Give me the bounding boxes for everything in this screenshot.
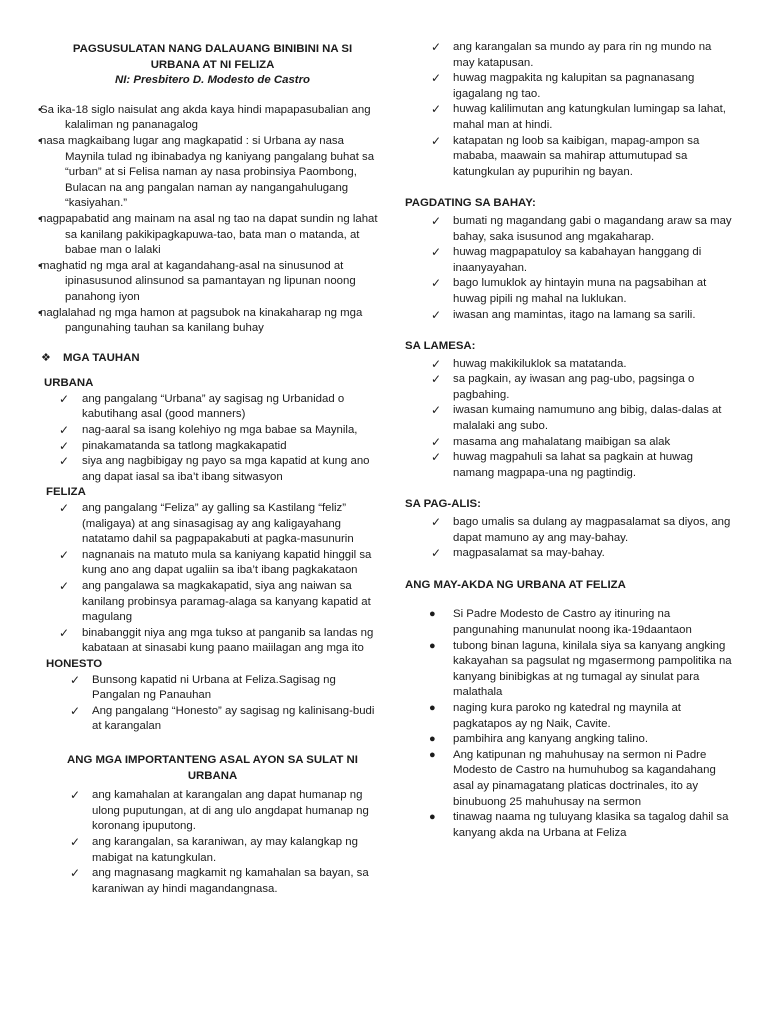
- intro-item-text: naglalahad ng mga hamon at pagsubok na kinakaharap ng mga pangunahing tauhan sa kanilang buhay: [40, 306, 363, 335]
- list-item: [405, 372, 735, 403]
- list-item-text: ang karangalan sa mundo ay para rin ng mundo na may katapusan.: [453, 41, 712, 69]
- list-item-text: huwag magpakita ng kalupitan sa pagnanasang igagalang ng tao.: [453, 72, 695, 100]
- checkmark-icon: ✓: [431, 102, 442, 117]
- list-item: [40, 673, 385, 704]
- checkmark-icon: ✓: [70, 703, 81, 718]
- list-item-text: huwag kalilimutan ang katungkulan lumingap sa lahat, mahal man at hindi.: [453, 103, 726, 131]
- list-item-text: iwasan ang mamintas, itago na lamang sa sarili.: [453, 308, 696, 321]
- list-item-text: ang pangalang “Feliza” ay galling sa Kastilang “feliz” (maligaya) at ang sinasagisag ay ang kaligayahang natatamo dahil sa pagpapakabuti at pagka-masunurin: [82, 502, 354, 546]
- checkmark-icon: ✓: [59, 625, 70, 640]
- bullet-dot-icon: ●: [429, 748, 436, 761]
- intro-item: [40, 103, 385, 134]
- checkmark-icon: ✓: [431, 245, 442, 260]
- document-title: [40, 42, 385, 73]
- intro-item-text: Sa ika-18 siglo naisulat ang akda kaya hindi mapapasubalian ang kalaliman ng pananagalog: [40, 103, 371, 132]
- list-item-text: binabanggit niya ang mga tukso at panganib sa landas ng kabataan at sinasabi kung paano maiilagan ang mga ito: [82, 626, 374, 655]
- checkmark-icon: ✓: [70, 866, 81, 881]
- checkmark-icon: ✓: [431, 450, 442, 465]
- urbana-list: [40, 392, 385, 486]
- checkmark-icon: ✓: [431, 372, 442, 387]
- list-item: [405, 134, 735, 181]
- list-item: [405, 214, 735, 245]
- document-title-line2: URBANA AT NI FELIZA: [150, 58, 275, 71]
- important-list-continued: [405, 40, 735, 180]
- checkmark-icon: ✓: [431, 434, 442, 449]
- list-item-text: tubong binan laguna, kinilala siya sa kanyang angking kakayahan sa pagsulat ng mgasermong pampolitika na kanyang binibigkas at ng tumagal ay sinulat para malathala: [453, 639, 732, 699]
- checkmark-icon: ✓: [70, 834, 81, 849]
- intro-item-text: nagpapabatid ang mainam na asal ng tao na dapat sundin ng lahat sa kanilang pakikipagkapuwa-tao, bata man o matanda, at babae man o lalaki: [40, 212, 378, 257]
- intro-item: [40, 134, 385, 212]
- important-list: [40, 788, 385, 897]
- list-item: [405, 515, 735, 546]
- list-item-text: bumati ng magandang gabi o magandang araw sa may bahay, saka isusunod ang mgakaharap.: [453, 214, 732, 243]
- tauhan-heading-text: MGA TAUHAN: [63, 351, 140, 364]
- checkmark-icon: ✓: [59, 391, 70, 406]
- list-item: [405, 245, 735, 276]
- list-item: [405, 639, 735, 701]
- bullet-dot-icon: ●: [429, 733, 436, 746]
- checkmark-icon: ✓: [431, 307, 442, 322]
- list-item-text: ang karangalan, sa karaniwan, ay may kalangkap ng mabigat na katungkulan.: [92, 835, 358, 864]
- checkmark-icon: ✓: [431, 40, 442, 54]
- list-item: [405, 102, 735, 133]
- akda-list: [405, 607, 735, 841]
- list-item: [405, 357, 735, 373]
- list-item: [40, 626, 385, 657]
- list-item-text: naging kura paroko ng katedral ng maynila at pagkatapos ay ng Naik, Cavite.: [453, 701, 681, 730]
- list-item: [405, 701, 735, 732]
- intro-item-text: nasa magkaibang lugar ang magkapatid : si Urbana ay nasa Maynila tulad ng ibinabadya ng kaniyang pangalang buhat sa “urban” at si Felisa naman ay nasa probinsiya Paombong, Bulacan na ang pangalan naman ay nangangahulugang “kasiyahan.”: [40, 134, 375, 210]
- list-item: [40, 548, 385, 579]
- checkmark-icon: ✓: [59, 423, 70, 438]
- list-item: [405, 748, 735, 810]
- list-item: [40, 501, 385, 548]
- checkmark-icon: ✓: [431, 356, 442, 371]
- honesto-list: [40, 673, 385, 735]
- left-column: [40, 40, 385, 897]
- list-item-text: katapatan ng loob sa kaibigan, mapag-ampon sa mababa, maawain sa mahirap attumutupad sa katungkulan ay pupurihin ng bayan.: [453, 134, 700, 178]
- list-item: [405, 40, 735, 71]
- checkmark-icon: ✓: [431, 276, 442, 291]
- checkmark-icon: ✓: [59, 454, 70, 469]
- list-item-text: huwag makikiluklok sa matatanda.: [453, 357, 627, 370]
- list-item-text: huwag magpapatuloy sa kabahayan hanggang di inaanyayahan.: [453, 246, 702, 274]
- list-item: [40, 454, 385, 485]
- list-item-text: sa pagkain, ay iwasan ang pag-ubo, pagsinga o pagbahing.: [453, 373, 695, 401]
- list-item-text: Bunsong kapatid ni Urbana at Feliza.Sagisag ng Pangalan ng Panauhan: [92, 673, 336, 702]
- lamesa-heading: SA LAMESA:: [405, 340, 476, 353]
- list-item-text: pambihira ang kanyang angking talino.: [453, 733, 649, 746]
- list-item: [405, 276, 735, 307]
- list-item-text: tinawag naama ng tuluyang klasika sa tagalog dahil sa kanyang akda na Urbana at Feliza: [453, 811, 729, 839]
- list-item: [40, 392, 385, 423]
- list-item-text: ang pangalang “Urbana” ay sagisag ng Urbanidad o kabutihang asal (good manners): [82, 392, 345, 421]
- right-column: [405, 40, 735, 841]
- bullet-dot-icon: ●: [429, 639, 436, 652]
- list-item: [40, 423, 385, 439]
- list-item-text: ang kamahalan at karangalan ang dapat humanap ng ulong puputungan, at di ang ulo angdapat humanap ng koronang ipuputong.: [92, 789, 369, 833]
- alis-list: [405, 515, 735, 562]
- list-item-text: Ang katipunan ng mahuhusay na sermon ni Padre Modesto de Castro na humuhubog sa kagandahang asal ay pinamagatang platicas doctrinales, ito ay binubuong 25 mahuhusay na sermon: [453, 748, 716, 808]
- list-item-text: bago lumuklok ay hintayin muna na pagsabihan at huwag pipili ng mahal na luklukan.: [453, 277, 707, 305]
- list-item: [405, 450, 735, 481]
- list-item: [40, 866, 385, 897]
- checkmark-icon: ✓: [59, 438, 70, 453]
- list-item: [405, 607, 735, 638]
- intro-item-text: maghatid ng mga aral at kagandahang-asal na sinusunod at ipinasusunod alinsunod sa pamantayan ng lipunan noong panahong iyon: [40, 259, 356, 303]
- tauhan-heading: [40, 351, 385, 367]
- list-item: [40, 835, 385, 866]
- list-item: [405, 435, 735, 451]
- intro-item: [40, 212, 385, 259]
- checkmark-icon: ✓: [59, 579, 70, 593]
- bullet-dot-icon: ●: [429, 608, 436, 621]
- document-author: NI: Presbitero D. Modesto de Castro: [115, 74, 310, 87]
- list-item-text: nagnanais na matuto mula sa kaniyang kapatid hinggil sa kung ano ang dapat ugaliin sa iba’t ibang pagkakataon: [82, 548, 372, 577]
- list-item: [405, 546, 735, 562]
- list-item: [40, 704, 385, 735]
- checkmark-icon: ✓: [431, 213, 442, 228]
- list-item-text: nag-aaral sa isang kolehiyo ng mga babae sa Maynila,: [82, 424, 358, 437]
- checkmark-icon: ✓: [431, 546, 442, 561]
- checkmark-icon: ✓: [431, 403, 442, 418]
- checkmark-icon: ✓: [431, 515, 442, 530]
- checkmark-icon: ✓: [431, 71, 442, 86]
- urbana-heading: URBANA: [44, 377, 94, 390]
- intro-list: [40, 103, 385, 337]
- checkmark-icon: ✓: [70, 788, 81, 803]
- list-item-text: masama ang mahalatang maibigan sa alak: [453, 435, 671, 448]
- bahay-list: [405, 214, 735, 323]
- list-item: [405, 810, 735, 841]
- checkmark-icon: ✓: [59, 547, 70, 562]
- list-item-text: pinakamatanda sa tatlong magkakapatid: [82, 439, 287, 452]
- list-item: [40, 579, 385, 626]
- list-item: [405, 308, 735, 324]
- important-heading-line2: URBANA: [187, 769, 238, 782]
- list-item-text: siya ang nagbibigay ng payo sa mga kapatid at kung ano ang dapat iasal sa iba’t ibang sitwasyon: [82, 455, 370, 483]
- honesto-heading: HONESTO: [46, 657, 103, 670]
- list-item: [40, 788, 385, 835]
- list-item-text: bago umalis sa dulang ay magpasalamat sa diyos, ang dapat mamuno ay ang may-bahay.: [453, 516, 731, 544]
- checkmark-icon: ✓: [70, 672, 81, 687]
- document-title-line1: PAGSUSULATAN NANG DALAUANG BINIBINI NA SI: [72, 43, 353, 55]
- feliza-heading: FELIZA: [46, 486, 86, 499]
- list-item-text: huwag magpahuli sa lahat sa pagkain at huwag namang magpapa-una ng pagtindig.: [453, 451, 694, 479]
- list-item: [40, 439, 385, 455]
- list-item-text: magpasalamat sa may-bahay.: [453, 547, 605, 560]
- diamond-bullet-icon: ❖: [41, 351, 51, 364]
- intro-item: [40, 306, 385, 337]
- bullet-dot-icon: ●: [429, 701, 436, 714]
- akda-heading: ANG MAY-AKDA NG URBANA AT FELIZA: [405, 578, 626, 591]
- lamesa-list: [405, 357, 735, 482]
- alis-heading: SA PAG-ALIS:: [405, 498, 481, 511]
- important-heading: [40, 753, 385, 784]
- list-item-text: ang pangalawa sa magkakapatid, siya ang naiwan sa kanilang probinsya paramag-alaga sa kanyang kapatid at magulang: [82, 580, 371, 624]
- bahay-heading: PAGDATING SA BAHAY:: [405, 197, 536, 210]
- checkmark-icon: ✓: [431, 133, 442, 148]
- bullet-dot-icon: ●: [429, 811, 436, 824]
- list-item-text: Si Padre Modesto de Castro ay itinuring na pangunahing manunulat noong ika-19daantaon: [453, 608, 692, 636]
- checkmark-icon: ✓: [59, 501, 70, 516]
- list-item-text: Ang pangalang “Honesto” ay sagisag ng kalinisang-budi at karangalan: [92, 704, 375, 733]
- list-item-text: iwasan kumaing namumuno ang bibig, dalas-dalas at malalaki ang subo.: [453, 404, 722, 433]
- important-heading-line1: ANG MGA IMPORTANTENG ASAL AYON SA SULAT NI: [67, 753, 358, 766]
- list-item: [405, 71, 735, 102]
- list-item-text: ang magnasang magkamit ng kamahalan sa bayan, sa karaniwan ay hindi magandangnasa.: [92, 867, 369, 895]
- intro-item: [40, 259, 385, 306]
- list-item: [405, 403, 735, 434]
- feliza-list: [40, 501, 385, 657]
- list-item: [405, 732, 735, 748]
